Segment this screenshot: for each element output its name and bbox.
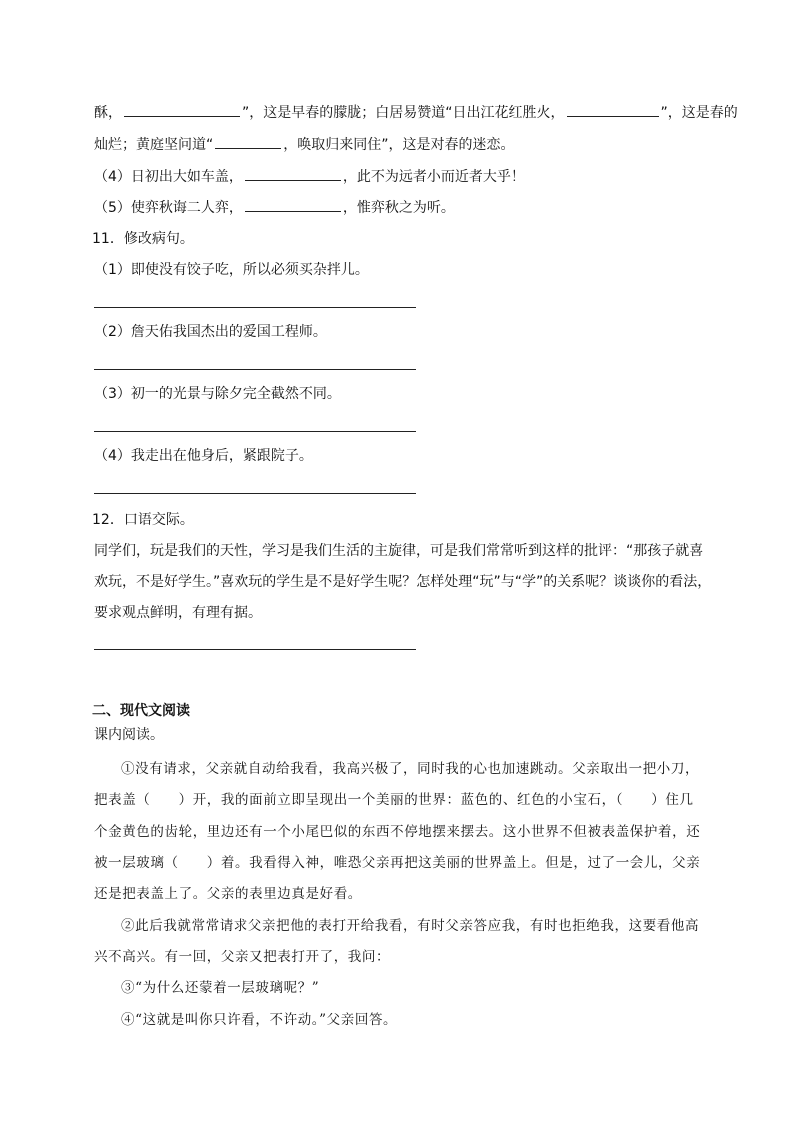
passage-p4: ④“这就是叫你只许看，不许动。”父亲回答。 (121, 1012, 398, 1028)
section-heading: 二、现代文阅读 (92, 703, 190, 719)
section-subheading: 课内阅读。 (94, 727, 164, 743)
question-12-title: 12．口语交际。 (92, 512, 194, 528)
q12-line-3: 要求观点鲜明，有理有据。 (94, 605, 262, 621)
poetry-text: 酥， (94, 105, 122, 121)
q12-line-1: 同学们，玩是我们的天性，学习是我们生活的主旋律，可是我们常常听到这样的批评：“那孩子就喜 (94, 543, 704, 559)
fill-blank[interactable] (245, 197, 341, 212)
poetry-text: ，唤取归来同住”，这是对春的迷恋。 (283, 137, 515, 153)
poetry-text: （5）使弈秋诲二人弈， (94, 200, 243, 216)
passage-p2-line-2: 兴不高兴。有一回，父亲又把表打开了，我问： (94, 949, 391, 965)
passage-p2-line-1: ②此后我就常常请求父亲把他的表打开给我看，有时父亲答应我，有时也拒绝我，这要看他高 (121, 918, 700, 934)
answer-line[interactable] (94, 307, 416, 308)
passage-p1-line-1: ①没有请求，父亲就自动给我看，我高兴极了，同时我的心也加速跳动。父亲取出一把小刀， (121, 761, 700, 777)
fill-blank[interactable] (124, 102, 240, 117)
answer-line[interactable] (94, 649, 416, 650)
poetry-text: ”，这是春的 (660, 105, 738, 121)
answer-line[interactable] (94, 369, 416, 370)
passage-p1-line-2: 把表盖（ ）开，我的面前立即呈现出一个美丽的世界：蓝色的、红色的小宝石，（ ）住几 (94, 792, 694, 808)
fill-blank[interactable] (245, 166, 341, 181)
poetry-text: ，惟弈秋之为听。 (342, 200, 455, 216)
answer-line[interactable] (94, 431, 416, 432)
q11-item-4: （4）我走出在他身后，紧跟院子。 (94, 448, 313, 464)
poetry-text: ，此不为远者小而近者大乎！ (342, 169, 525, 185)
poetry-text: （4）日初出大如车盖， (94, 169, 243, 185)
passage-p3: ③“为什么还蒙着一层玻璃呢？” (121, 980, 320, 996)
poetry-item-5 (94, 197, 455, 218)
poetry-text: 灿烂；黄庭坚问道“ (94, 137, 214, 153)
passage-p1-line-4: 被一层玻璃（ ）着。我看得入神，唯恐父亲再把这美丽的世界盖上。但是，过了一会儿，父亲 (94, 855, 701, 871)
q11-item-1: （1）即使没有饺子吃，所以必须买杂拌儿。 (94, 262, 369, 278)
poetry-item-4 (94, 166, 525, 187)
poetry-text: ”，这是早春的朦胧；白居易赞道“日出江花红胜火， (242, 105, 565, 121)
passage-p1-line-5: 还是把表盖上了。父亲的表里边真是好看。 (94, 886, 362, 902)
question-11-title: 11．修改病句。 (92, 231, 194, 247)
answer-line[interactable] (94, 493, 416, 494)
q11-item-2: （2）詹天佑我国杰出的爱国工程师。 (94, 324, 327, 340)
q11-item-3: （3）初一的光景与除夕完全截然不同。 (94, 386, 341, 402)
q12-line-2: 欢玩，不是好学生。”喜欢玩的学生是不是好学生呢？怎样处理“玩”与“学”的关系呢？谈谈你的看法， (94, 574, 712, 590)
fill-blank[interactable] (567, 102, 659, 117)
poetry-line-2 (94, 134, 515, 155)
fill-blank[interactable] (215, 134, 281, 149)
passage-p1-line-3: 个金黄色的齿轮，里边还有一个小尾巴似的东西不停地摆来摆去。这小世界不但被表盖保护着，还 (94, 824, 701, 840)
poetry-line-1 (94, 102, 738, 123)
